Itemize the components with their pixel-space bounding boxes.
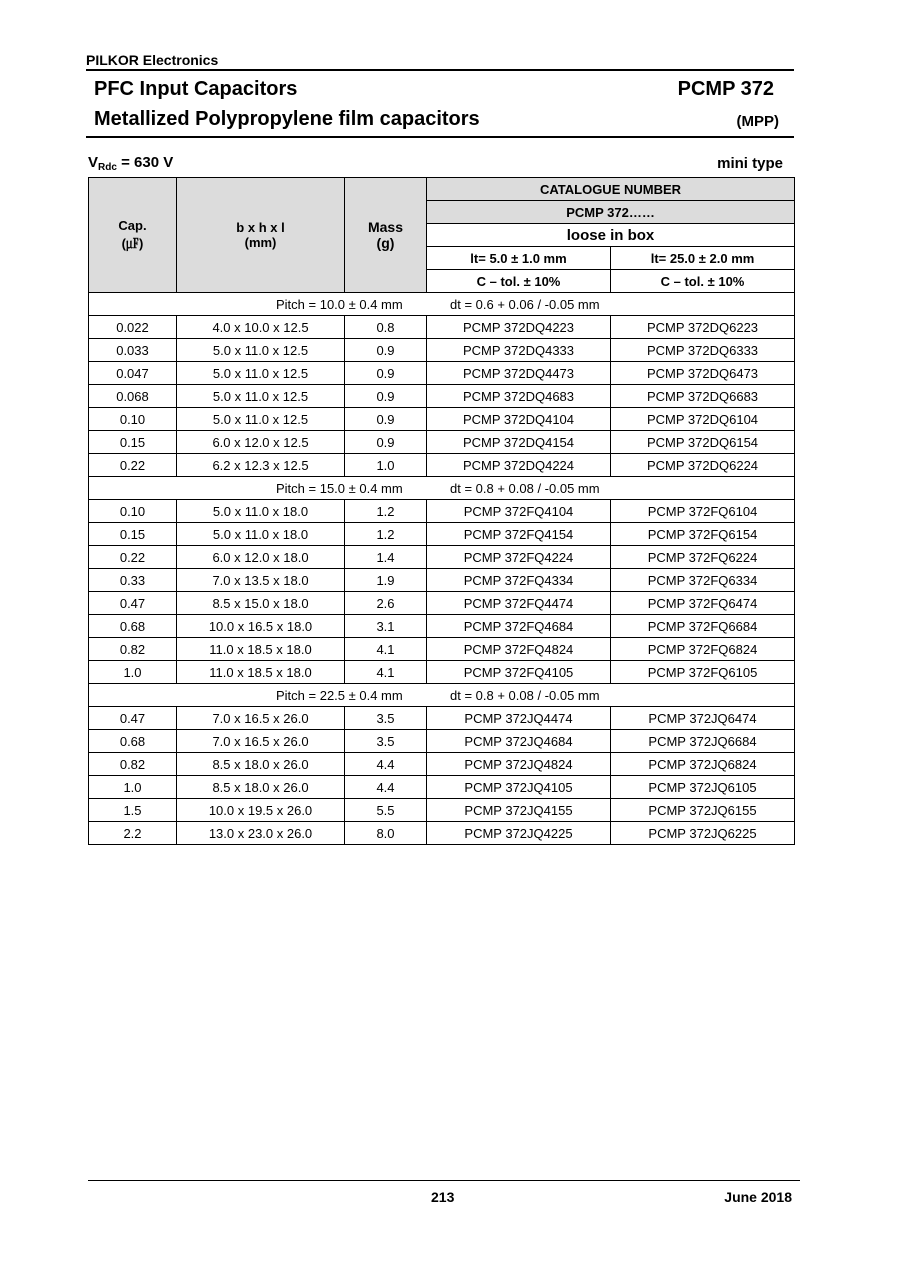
catalogue-table [88,177,795,845]
cap-cell: 1.0 [89,661,177,684]
cap-cell: 2.2 [89,822,177,845]
header-cap [89,178,177,293]
dimensions-cell: 6.0 x 12.0 x 12.5 [177,431,345,454]
catalogue-number-5mm-cell: PCMP 372DQ4473 [427,362,611,385]
header-dimensions-label: b x h x l [236,220,285,235]
rated-voltage [88,154,173,173]
table-row [89,569,795,592]
pitch-section-cell [89,293,795,316]
catalogue-number-25mm-cell: PCMP 372DQ6683 [611,385,795,408]
catalogue-number-5mm-cell: PCMP 372FQ4104 [427,500,611,523]
table-row [89,546,795,569]
table-row [89,615,795,638]
dt-label: dt = 0.8 + 0.08 / -0.05 mm [450,688,600,703]
mass-cell: 1.2 [345,500,427,523]
table-row [89,638,795,661]
table-row [89,431,795,454]
dimensions-cell: 5.0 x 11.0 x 18.0 [177,500,345,523]
dimensions-cell: 5.0 x 11.0 x 12.5 [177,339,345,362]
pitch-section-row [89,684,795,707]
catalogue-number-25mm-cell: PCMP 372FQ6334 [611,569,795,592]
cap-cell: 0.068 [89,385,177,408]
mass-cell: 3.1 [345,615,427,638]
cap-cell: 1.0 [89,776,177,799]
catalogue-number-25mm-cell: PCMP 372JQ6225 [611,822,795,845]
catalogue-number-5mm-cell: PCMP 372JQ4684 [427,730,611,753]
header-mass [345,178,427,293]
mass-cell: 1.4 [345,546,427,569]
pitch-label: Pitch = 22.5 ± 0.4 mm [276,688,403,703]
dt-label: dt = 0.6 + 0.06 / -0.05 mm [450,297,600,312]
header-rule-top [86,69,794,71]
dimensions-cell: 8.5 x 18.0 x 26.0 [177,776,345,799]
mass-cell: 4.1 [345,661,427,684]
header-lead-length-1: lt= 5.0 ± 1.0 mm [427,247,611,270]
catalogue-number-5mm-cell: PCMP 372JQ4474 [427,707,611,730]
dimensions-cell: 11.0 x 18.5 x 18.0 [177,661,345,684]
page-number: 213 [431,1189,455,1205]
mass-cell: 2.6 [345,592,427,615]
mass-cell: 1.9 [345,569,427,592]
dimensions-cell: 11.0 x 18.5 x 18.0 [177,638,345,661]
cap-cell: 0.022 [89,316,177,339]
header-tolerance-2: C – tol. ± 10% [611,270,795,293]
document-subtitle: Metallized Polypropylene film capacitors [94,108,480,130]
table-row [89,316,795,339]
catalogue-number-5mm-cell: PCMP 372DQ4154 [427,431,611,454]
catalogue-number-25mm-cell: PCMP 372DQ6473 [611,362,795,385]
table-row [89,339,795,362]
cap-cell: 0.68 [89,615,177,638]
catalogue-number-25mm-cell: PCMP 372FQ6824 [611,638,795,661]
cap-cell: 0.15 [89,431,177,454]
footer-date: June 2018 [724,1189,792,1205]
dimensions-cell: 5.0 x 11.0 x 18.0 [177,523,345,546]
catalogue-number-25mm-cell: PCMP 372DQ6333 [611,339,795,362]
dimensions-cell: 4.0 x 10.0 x 12.5 [177,316,345,339]
catalogue-number-5mm-cell: PCMP 372DQ4223 [427,316,611,339]
header-loose-in-box: loose in box [427,224,795,247]
catalogue-number-25mm-cell: PCMP 372FQ6105 [611,661,795,684]
cap-cell: 1.5 [89,799,177,822]
catalogue-number-25mm-cell: PCMP 372DQ6154 [611,431,795,454]
catalogue-number-25mm-cell: PCMP 372FQ6224 [611,546,795,569]
table-row [89,454,795,477]
header-tolerance-1: C – tol. ± 10% [427,270,611,293]
pitch-section-cell [89,684,795,707]
series-code: PCMP 372 [677,78,774,100]
catalogue-number-25mm-cell: PCMP 372FQ6684 [611,615,795,638]
mass-cell: 0.9 [345,385,427,408]
mass-cell: 4.1 [345,638,427,661]
catalogue-number-25mm-cell: PCMP 372FQ6104 [611,500,795,523]
catalogue-number-5mm-cell: PCMP 372JQ4824 [427,753,611,776]
catalogue-number-25mm-cell: PCMP 372JQ6474 [611,707,795,730]
cap-cell: 0.47 [89,592,177,615]
table-row [89,730,795,753]
catalogue-number-5mm-cell: PCMP 372JQ4155 [427,799,611,822]
cap-cell: 0.82 [89,638,177,661]
catalogue-number-5mm-cell: PCMP 372FQ4684 [427,615,611,638]
mass-cell: 0.9 [345,431,427,454]
dimensions-cell: 6.0 x 12.0 x 18.0 [177,546,345,569]
dt-label: dt = 0.8 + 0.08 / -0.05 mm [450,481,600,496]
dimensions-cell: 7.0 x 13.5 x 18.0 [177,569,345,592]
mini-type-label: mini type [717,155,783,172]
catalogue-number-25mm-cell: PCMP 372JQ6105 [611,776,795,799]
table-row [89,753,795,776]
mass-cell: 8.0 [345,822,427,845]
dimensions-cell: 7.0 x 16.5 x 26.0 [177,707,345,730]
catalogue-number-5mm-cell: PCMP 372DQ4104 [427,408,611,431]
catalogue-number-5mm-cell: PCMP 372DQ4224 [427,454,611,477]
catalogue-number-5mm-cell: PCMP 372FQ4474 [427,592,611,615]
mass-cell: 4.4 [345,776,427,799]
cap-cell: 0.68 [89,730,177,753]
catalogue-number-25mm-cell: PCMP 372JQ6155 [611,799,795,822]
mass-cell: 0.9 [345,362,427,385]
dimensions-cell: 6.2 x 12.3 x 12.5 [177,454,345,477]
catalogue-number-5mm-cell: PCMP 372FQ4224 [427,546,611,569]
catalogue-number-5mm-cell: PCMP 372FQ4105 [427,661,611,684]
mass-cell: 4.4 [345,753,427,776]
table-row [89,523,795,546]
dimensions-cell: 10.0 x 16.5 x 18.0 [177,615,345,638]
table-row [89,776,795,799]
cap-cell: 0.10 [89,500,177,523]
catalogue-number-5mm-cell: PCMP 372FQ4824 [427,638,611,661]
catalogue-number-5mm-cell: PCMP 372FQ4334 [427,569,611,592]
cap-cell: 0.82 [89,753,177,776]
table-row [89,385,795,408]
cap-cell: 0.033 [89,339,177,362]
mass-cell: 0.9 [345,408,427,431]
catalogue-number-5mm-cell: PCMP 372DQ4683 [427,385,611,408]
voltage-value: = 630 V [116,154,174,171]
dimensions-cell: 10.0 x 19.5 x 26.0 [177,799,345,822]
catalogue-table-body [89,293,795,845]
dimensions-cell: 5.0 x 11.0 x 12.5 [177,362,345,385]
cap-cell: 0.47 [89,707,177,730]
cap-cell: 0.33 [89,569,177,592]
dimensions-cell: 13.0 x 23.0 x 26.0 [177,822,345,845]
pitch-label: Pitch = 15.0 ± 0.4 mm [276,481,403,496]
header-rule-bottom [86,136,794,138]
catalogue-number-25mm-cell: PCMP 372FQ6154 [611,523,795,546]
catalogue-number-5mm-cell: PCMP 372JQ4225 [427,822,611,845]
pitch-section-cell [89,477,795,500]
dimensions-cell: 7.0 x 16.5 x 26.0 [177,730,345,753]
catalogue-number-5mm-cell: PCMP 372DQ4333 [427,339,611,362]
catalogue-number-5mm-cell: PCMP 372FQ4154 [427,523,611,546]
catalogue-number-25mm-cell: PCMP 372FQ6474 [611,592,795,615]
cap-cell: 0.047 [89,362,177,385]
cap-cell: 0.22 [89,454,177,477]
pitch-section-row [89,293,795,316]
header-mass-unit: (g) [376,235,395,251]
mass-cell: 1.2 [345,523,427,546]
table-row [89,592,795,615]
table-row [89,707,795,730]
catalogue-number-25mm-cell: PCMP 372JQ6824 [611,753,795,776]
voltage-subscript: Rdc [98,162,117,173]
pitch-label: Pitch = 10.0 ± 0.4 mm [276,297,403,312]
dimensions-cell: 5.0 x 11.0 x 12.5 [177,385,345,408]
mass-cell: 1.0 [345,454,427,477]
mass-cell: 0.8 [345,316,427,339]
table-row [89,500,795,523]
pitch-section-row [89,477,795,500]
table-row [89,822,795,845]
header-dimensions-unit: (mm) [244,235,277,250]
footer-rule [88,1180,800,1181]
mass-cell: 3.5 [345,730,427,753]
catalogue-number-25mm-cell: PCMP 372DQ6104 [611,408,795,431]
mass-cell: 5.5 [345,799,427,822]
header-pcmp-prefix: PCMP 372…… [427,201,795,224]
header-dimensions [177,178,345,293]
header-cap-label: Cap. [118,218,147,233]
table-row [89,408,795,431]
header-catalogue-number: CATALOGUE NUMBER [427,178,795,201]
cap-cell: 0.22 [89,546,177,569]
header-cap-unit: (㎌) [121,236,144,251]
company-name: PILKOR Electronics [86,52,219,68]
cap-cell: 0.15 [89,523,177,546]
dimensions-cell: 5.0 x 11.0 x 12.5 [177,408,345,431]
table-row [89,799,795,822]
mass-cell: 0.9 [345,339,427,362]
table-row [89,661,795,684]
table-row [89,362,795,385]
dimensions-cell: 8.5 x 15.0 x 18.0 [177,592,345,615]
header-lead-length-2: lt= 25.0 ± 2.0 mm [611,247,795,270]
catalogue-number-25mm-cell: PCMP 372JQ6684 [611,730,795,753]
series-type: (MPP) [736,113,779,130]
dimensions-cell: 8.5 x 18.0 x 26.0 [177,753,345,776]
catalogue-number-25mm-cell: PCMP 372DQ6224 [611,454,795,477]
header-mass-label: Mass [367,219,404,235]
catalogue-number-5mm-cell: PCMP 372JQ4105 [427,776,611,799]
catalogue-number-25mm-cell: PCMP 372DQ6223 [611,316,795,339]
mass-cell: 3.5 [345,707,427,730]
voltage-prefix: V [88,154,99,171]
cap-cell: 0.10 [89,408,177,431]
document-title: PFC Input Capacitors [94,78,298,100]
